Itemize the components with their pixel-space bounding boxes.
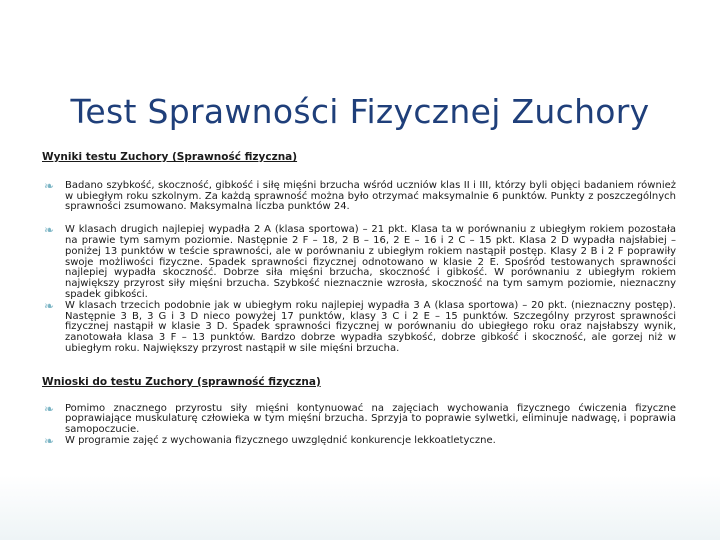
slide-title: Test Sprawności Fizycznej Zuchory	[70, 92, 650, 132]
results-list	[42, 178, 676, 355]
list-item-text: W programie zajęć z wychowania fizycznego uwzględnić konkurencje lekkoatletyczne.	[65, 434, 496, 446]
list-item-text: W klasach drugich najlepiej wypadła 2 A (klasa sportowa) – 21 pkt. Klasa ta w porównaniu z ubiegłym rokiem pozostała na prawie tym samym poziomie. Następnie 2 F – 18, 2 B – 16, 2 E – 16 i 2 C – 15 pkt. Klasa 2 D wypadła najsłabiej – poniżej 13 punktów w teście sprawności, ale w porównaniu z ubiegłym rokiem nastąpił postęp. Klasy 2 B i 2 F poprawiły swoje możliwości fizyczne. Spadek sprawności fizycznej odnotowano w klasie 2 E. Spośród testowanych sprawności najlepiej wypadła skoczność. Dobrze siła mięśni brzucha, skoczność i gibkość. W porównaniu z ubiegłym rokiem największy przyrost siły mięśni brzucha. Szybkość nieznacznie wzrosła, skoczność na tym samym poziomie, nieznaczny spadek gibkości.	[65, 224, 676, 300]
list-item-text: Badano szybkość, skoczność, gibkość i siłę mięśni brzucha wśród uczniów klas II i III, którzy byli objęci badaniem również w ubiegłym roku szkolnym. Za każdą sprawność można było otrzymać maksymalnie 6 punktów. Punkty z poszczególnych sprawności zsumowano. Maksymalna liczba punktów 24.	[65, 179, 676, 213]
list-item	[42, 433, 676, 448]
conclusions-heading: Wnioski do testu Zuchory (sprawność fizyczna)	[42, 375, 321, 388]
list-item-text: W klasach trzecich podobnie jak w ubiegłym roku najlepiej wypadła 3 A (klasa sportowa) – 20 pkt. (nieznaczny postęp). Następnie 3 B, 3 G i 3 D nieco powyżej 17 punktów, klasy 3 C i 2 E – 15 punktów. Szczególny przyrost sprawności fizycznej nastąpił w klasie 3 D. Spadek sprawności fizycznej w porównaniu do ubiegłego roku oraz najsłabszy wynik, zanotowała klasa 3 F – 13 punktów. Bardzo dobrze wypadła szybkość, dobrze gibkość i skoczność, ale gorzej niż w ubiegłym roku. Największy przyrost nastąpił w sile mięśni brzucha.	[65, 299, 676, 354]
leaf-bullet-icon: ❧	[44, 178, 55, 193]
list-item	[42, 178, 676, 213]
list-item	[42, 401, 676, 436]
list-item	[42, 298, 676, 355]
leaf-bullet-icon: ❧	[44, 433, 55, 448]
results-heading: Wyniki testu Zuchory (Sprawność fizyczna)	[42, 151, 298, 163]
list-item	[42, 225, 676, 301]
list-item-text: Pomimo znacznego przyrostu siły mięśni kontynuować na zajęciach wychowania fizycznego ćwiczenia fizyczne poprawiające muskulaturę człowieka w tym mięśni brzucha. Sprzyja to poprawie sylwetki, eliminuje nadwagę, i poprawia samopoczucie.	[65, 402, 676, 436]
conclusions-list	[42, 401, 676, 448]
leaf-bullet-icon: ❧	[44, 223, 55, 238]
leaf-bullet-icon: ❧	[44, 298, 55, 313]
slide-content	[42, 152, 676, 447]
leaf-bullet-icon: ❧	[44, 401, 55, 416]
